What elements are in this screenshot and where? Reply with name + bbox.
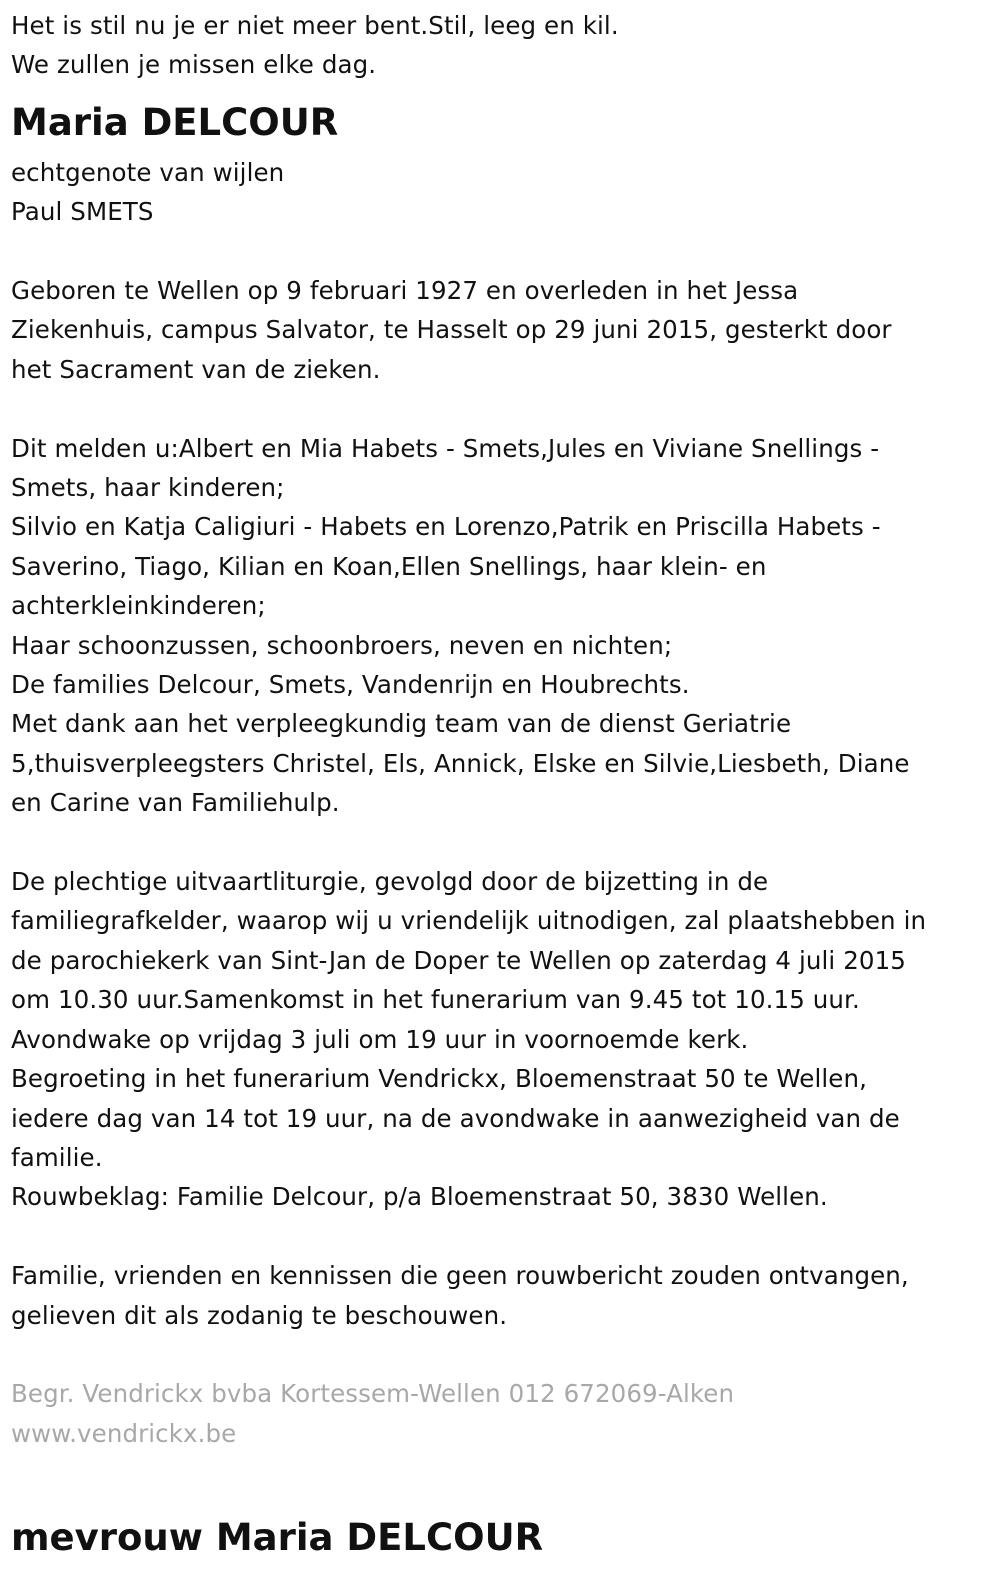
undertaker-line: Begr. Vendrickx bvba Kortessem-Wellen 012 672069-Alken: [11, 1379, 735, 1409]
announcement-paragraph: [11, 429, 986, 823]
closing-paragraph: [11, 1256, 986, 1335]
paragraph-line: Met dank aan het verpleegkundig team van de dienst Geriatrie: [11, 709, 792, 739]
ceremony-paragraph: [11, 862, 986, 1217]
paragraph-line: iedere dag van 14 tot 19 uur, na de avondwake in aanwezigheid van de: [11, 1103, 900, 1133]
paragraph-line: om 10.30 uur.Samenkomst in het funerarium van 9.45 tot 10.15 uur.: [11, 985, 860, 1015]
undertaker-info: [11, 1374, 986, 1453]
intro-verse: [11, 6, 986, 85]
paragraph-line: Ziekenhuis, campus Salvator, te Hasselt op 29 juni 2015, gesterkt door: [11, 315, 892, 345]
paragraph-line: Saverino, Tiago, Kilian en Koan,Ellen Snellings, haar klein- en: [11, 551, 767, 581]
paragraph-line: Smets, haar kinderen;: [11, 473, 285, 503]
paragraph-line: Rouwbeklag: Familie Delcour, p/a Bloemenstraat 50, 3830 Wellen.: [11, 1182, 828, 1212]
spouse-name: Paul SMETS: [11, 197, 154, 227]
paragraph-line: De plechtige uitvaartliturgie, gevolgd door de bijzetting in de: [11, 867, 769, 897]
paragraph-line: de parochiekerk van Sint-Jan de Doper te Wellen op zaterdag 4 juli 2015: [11, 945, 906, 975]
paragraph-line: familie.: [11, 1142, 103, 1172]
relation-text: echtgenote van wijlen: [11, 157, 285, 187]
paragraph-line: het Sacrament van de zieken.: [11, 354, 381, 384]
paragraph-line: 5,thuisverpleegsters Christel, Els, Annick, Elske en Silvie,Liesbeth, Diane: [11, 748, 910, 778]
paragraph-line: achterkleinkinderen;: [11, 591, 266, 621]
undertaker-website: www.vendrickx.be: [11, 1418, 237, 1448]
paragraph-line: Dit melden u:Albert en Mia Habets - Smets,Jules en Viviane Snellings -: [11, 433, 880, 463]
paragraph-line: Geboren te Wellen op 9 februari 1927 en overleden in het Jessa: [11, 276, 799, 306]
paragraph-line: Avondwake op vrijdag 3 juli om 19 uur in voornoemde kerk.: [11, 1024, 749, 1054]
paragraph-line: gelieven dit als zodanig te beschouwen.: [11, 1300, 508, 1330]
paragraph-line: Haar schoonzussen, schoonbroers, neven en nichten;: [11, 630, 673, 660]
birth-death-paragraph: [11, 271, 986, 389]
paragraph-line: Begroeting in het funerarium Vendrickx, Bloemenstraat 50 te Wellen,: [11, 1064, 867, 1094]
paragraph-line: De families Delcour, Smets, Vandenrijn en Houbrechts.: [11, 670, 690, 700]
paragraph-line: Familie, vrienden en kennissen die geen rouwbericht zouden ontvangen,: [11, 1261, 909, 1291]
obituary-document: [11, 6, 986, 1453]
footer-deceased-name: mevrouw Maria DELCOUR: [11, 1516, 544, 1559]
deceased-name: Maria DELCOUR: [11, 100, 339, 144]
paragraph-line: Silvio en Katja Caligiuri - Habets en Lorenzo,Patrik en Priscilla Habets -: [11, 512, 881, 542]
paragraph-line: en Carine van Familiehulp.: [11, 788, 340, 818]
intro-line: Het is stil nu je er niet meer bent.Stil, leeg en kil.: [11, 11, 619, 40]
paragraph-line: familiegrafkelder, waarop wij u vriendelijk uitnodigen, zal plaatshebben in: [11, 906, 927, 936]
intro-line: We zullen je missen elke dag.: [11, 50, 377, 80]
